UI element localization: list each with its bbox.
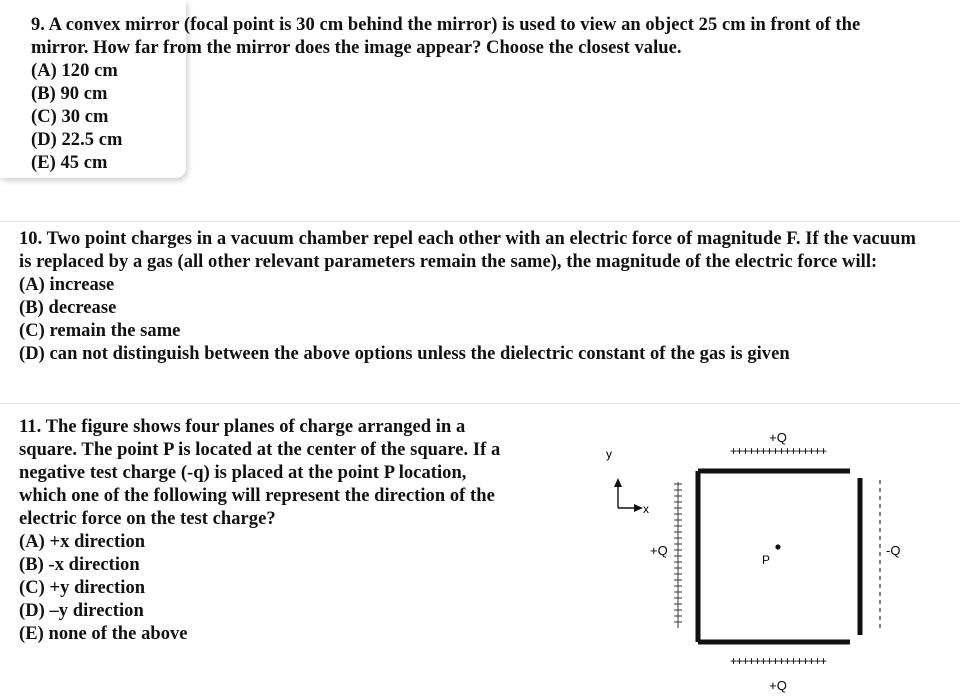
question-11-option-e[interactable]: (E) none of the above: [19, 624, 188, 644]
axis-y-label: y: [606, 447, 612, 461]
question-11-line-1: 11. The figure shows four planes of charge arranged in a: [19, 417, 466, 437]
question-9-line-2: mirror. How far from the mirror does the image appear? Choose the closest value.: [31, 38, 682, 58]
question-11-option-c[interactable]: (C) +y direction: [19, 578, 146, 598]
question-10: [19, 228, 954, 366]
question-11-line-3: negative test charge (-q) is placed at the point P location,: [19, 463, 467, 483]
top-plate-label: +Q: [769, 430, 787, 445]
question-9: [31, 14, 951, 175]
left-plate-label: +Q: [650, 543, 668, 558]
question-11-line-4: which one of the following will represent the direction of the: [19, 486, 495, 506]
question-9-option-c[interactable]: (C) 30 cm: [31, 107, 109, 127]
question-10-line-2: is replaced by a gas (all other relevant parameters remain the same), the magnitude of the electric force will:: [19, 252, 878, 272]
question-11-option-b[interactable]: (B) -x direction: [19, 555, 140, 575]
point-p-label: P: [762, 553, 771, 567]
point-p-dot: [775, 544, 780, 549]
right-plate-label: -Q: [886, 543, 901, 558]
question-10-option-d[interactable]: (D) can not distinguish between the above options unless the dielectric constant of the gas is given: [19, 344, 790, 364]
charge-planes-figure: [590, 420, 930, 697]
axes-icon: [614, 478, 643, 512]
question-10-line-1: 10. Two point charges in a vacuum chamber repel each other with an electric force of magnitude F. If the vacuum: [19, 229, 916, 249]
question-9-option-e[interactable]: (E) 45 cm: [31, 153, 108, 173]
bottom-plate-charges: ++++++++++++++++: [729, 654, 827, 668]
question-9-line-1: 9. A convex mirror (focal point is 30 cm behind the mirror) is used to view an object 25 cm in front of the: [31, 15, 861, 35]
question-11-option-d[interactable]: (D) –y direction: [19, 601, 144, 621]
question-10-option-a[interactable]: (A) increase: [19, 275, 115, 295]
axis-x-label: x: [643, 502, 649, 516]
question-10-option-b[interactable]: (B) decrease: [19, 298, 117, 318]
question-11-line-5: electric force on the test charge?: [19, 509, 276, 529]
question-11: [19, 416, 579, 646]
question-11-option-a[interactable]: (A) +x direction: [19, 532, 146, 552]
question-11-line-2: square. The point P is located at the center of the square. If a: [19, 440, 501, 460]
question-10-option-c[interactable]: (C) remain the same: [19, 321, 181, 341]
bottom-plate-label: +Q: [769, 678, 787, 693]
question-9-option-b[interactable]: (B) 90 cm: [31, 84, 108, 104]
question-9-option-d[interactable]: (D) 22.5 cm: [31, 130, 123, 150]
top-plate-charges: ++++++++++++++++: [729, 444, 827, 458]
question-9-option-a[interactable]: (A) 120 cm: [31, 61, 118, 81]
